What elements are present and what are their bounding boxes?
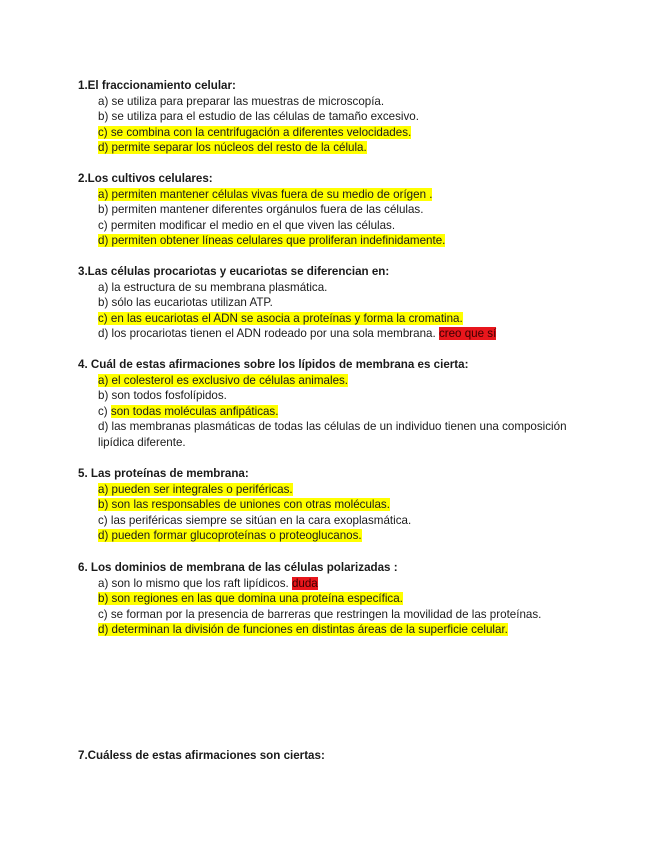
question-4 (78, 357, 598, 450)
red-annotation: duda (291, 576, 318, 590)
question-2 (78, 171, 598, 249)
highlighted-answer: d) determinan la división de funciones en distintas áreas de la superficie celular. (98, 623, 508, 636)
question-title: 3.Las células procariotas y eucariotas se diferencian en: (78, 265, 390, 278)
option-c: c) son todas moléculas anfipáticas. (98, 404, 279, 418)
option-c: c) se forman por la presencia de barreras que restringen la movilidad de las proteínas. (98, 607, 542, 621)
option-a (98, 373, 598, 389)
highlighted-answer: b) son regiones en las que domina una proteína específica. (98, 592, 403, 605)
red-annotation: creo que sí (438, 327, 497, 340)
option-c (98, 311, 598, 327)
question-5 (78, 466, 598, 544)
option-c: c) las periféricas siempre se sitúan en la cara exoplasmática. (98, 513, 412, 527)
question-title: 2.Los cultivos celulares: (78, 172, 213, 185)
highlighted-answer: a) pueden ser integrales o periféricas. (98, 482, 293, 496)
option-a: a) son lo mismo que los raft lipídicos. duda (98, 576, 318, 590)
highlighted-answer: son todas moléculas anfipáticas. (110, 404, 279, 418)
highlighted-answer: c) en las eucariotas el ADN se asocia a proteínas y forma la cromatina. (98, 311, 463, 325)
option-d (98, 140, 598, 156)
highlighted-answer: d) pueden formar glucoproteínas o proteoglucanos. (98, 529, 362, 542)
question-3 (78, 264, 598, 342)
question-title: 5. Las proteínas de membrana: (78, 467, 249, 480)
option-b: b) se utiliza para el estudio de las células de tamaño excesivo. (98, 110, 419, 123)
option-b: b) sólo las eucariotas utilizan ATP. (98, 296, 273, 309)
highlighted-answer: a) el colesterol es exclusivo de células animales. (98, 373, 349, 387)
question-title: 1.El fraccionamiento celular: (78, 79, 236, 92)
option-c: c) permiten modificar el medio en el que viven las células. (98, 218, 396, 232)
option-b: b) son todos fosfolípidos. (98, 389, 227, 402)
option-b: b) permiten mantener diferentes orgánulos fuera de las células. (98, 203, 424, 216)
option-a: a) la estructura de su membrana plasmática. (98, 280, 328, 294)
question-title: 7.Cuáless de estas afirmaciones son ciertas: (78, 749, 325, 762)
option-a: a) se utiliza para preparar las muestras de microscopía. (98, 94, 385, 108)
option-d (98, 233, 598, 249)
option-b (98, 497, 598, 513)
question-title: 4. Cuál de estas afirmaciones sobre los lípidos de membrana es cierta: (78, 358, 469, 371)
highlighted-answer: a) permiten mantener células vivas fuera de su medio de orígen . (98, 187, 433, 201)
option-a (98, 187, 598, 203)
option-c (98, 125, 598, 141)
question-title: 6. Los dominios de membrana de las células polarizadas : (78, 561, 398, 574)
highlighted-answer: d) permiten obtener líneas celulares que proliferan indefinidamente. (98, 234, 446, 247)
option-d: d) los procariotas tienen el ADN rodeado por una sola membrana. creo que sí (98, 327, 497, 340)
highlighted-answer: d) permite separar los núcleos del resto de la célula. (98, 141, 367, 154)
option-d (98, 622, 598, 638)
option-a (98, 482, 598, 498)
highlighted-answer: b) son las responsables de uniones con otras moléculas. (98, 498, 390, 511)
option-d: d) las membranas plasmáticas de todas las células de un individuo tienen una composición lipídica diferente. (98, 420, 567, 449)
highlighted-answer: c) se combina con la centrifugación a diferentes velocidades. (98, 125, 412, 139)
option-d (98, 528, 598, 544)
question-6 (78, 560, 598, 638)
question-7 (78, 748, 598, 764)
option-b (98, 591, 598, 607)
question-1 (78, 78, 598, 156)
